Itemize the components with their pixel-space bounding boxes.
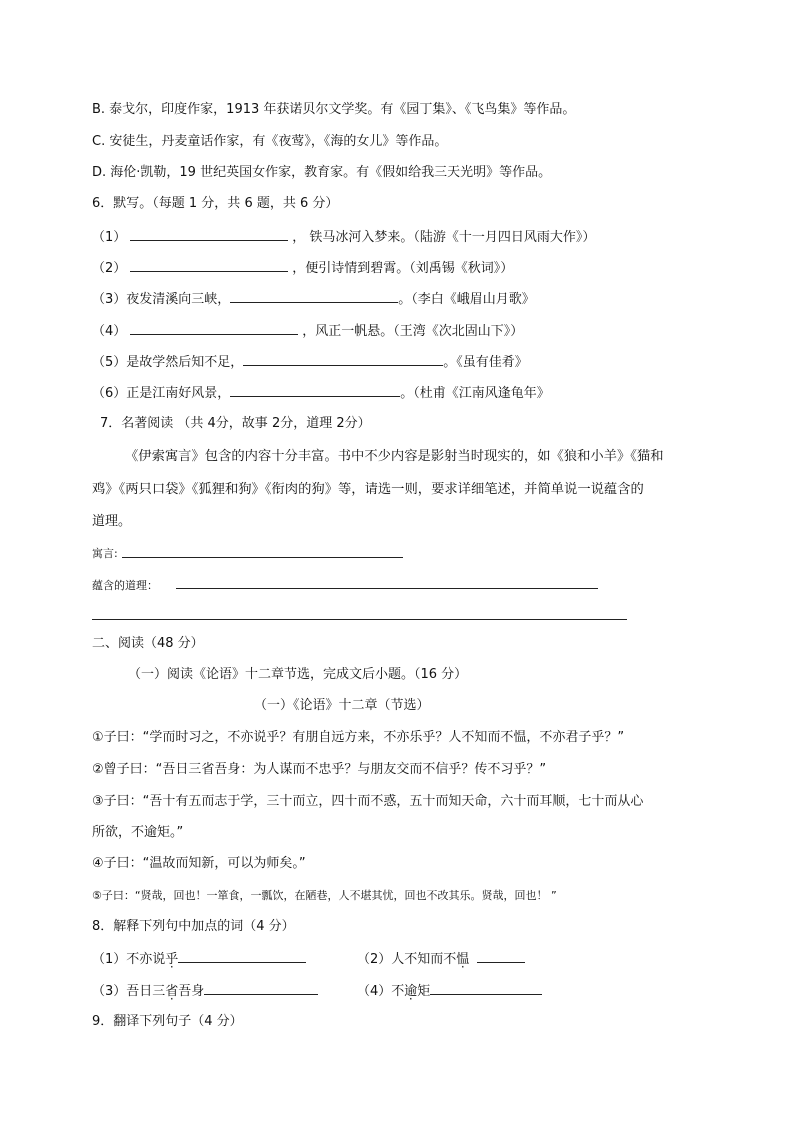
answer-blank[interactable] (130, 257, 288, 272)
passage-line-1: ①子曰：“学而时习之，不亦说乎？有朋自远方来，不亦乐乎？人不知而不愠，不亦君子乎？” (92, 730, 625, 745)
q6-item-2 (92, 257, 513, 279)
answer-blank[interactable] (204, 980, 318, 995)
item-text: 矩 (417, 984, 431, 999)
dotted-char: 乎 (165, 952, 179, 967)
option-d: D. 海伦·凯勒，19 世纪英国女作家，教育家。有《假如给我三天光明》等作品。 (92, 165, 552, 180)
q9-title: 9．翻译下列句子（4 分） (92, 1014, 243, 1029)
item-text: 吾身 (178, 984, 205, 999)
item-number: （5） (92, 355, 127, 370)
item-number: （2） (92, 261, 127, 276)
answer-blank[interactable] (178, 948, 306, 963)
moral-answer-line[interactable] (176, 588, 598, 589)
q6-item-4 (92, 320, 523, 342)
item-text: 。《虽有佳肴》 (443, 355, 528, 370)
dotted-char: 逾 (404, 984, 418, 999)
item-number: （3） (92, 292, 127, 307)
item-text: ，风正一帆悬。（王湾《次北固山下》） (302, 324, 524, 339)
q6-item-3 (92, 288, 535, 310)
answer-blank[interactable] (243, 351, 443, 366)
fable-answer-line[interactable] (122, 557, 403, 558)
answer-blank[interactable] (230, 288, 398, 303)
option-b: B. 泰戈尔，印度作家，1913 年获诺贝尔文学奖。有《园丁集》、《飞鸟集》等作品。 (92, 102, 576, 117)
item-number: （4） (92, 324, 127, 339)
item-number: （6） (92, 386, 127, 401)
option-c: C. 安徒生，丹麦童话作家，有《夜莺》，《海的女儿》等作品。 (92, 134, 448, 149)
section-two-subtitle: （一）阅读《论语》十二章节选，完成文后小题。（16 分） (128, 667, 468, 682)
passage-line-4: ④子曰：“温故而知新，可以为师矣。” (92, 856, 306, 871)
q6-title: 6．默写。（每题 1 分，共 6 题，共 6 分） (92, 196, 339, 211)
item-text: （4）不 (357, 984, 405, 999)
q7-title: 7．名著阅读 （共 4分，故事 2分，道理 2分） (100, 416, 371, 431)
passage-line-5: ⑤子曰：“贤哉，回也！一箪食，一瓢饮，在陋巷，人不堪其忧，回也不改其乐。贤哉，回也！ ” (92, 889, 557, 902)
passage-line-3b: 所欲，不逾矩。” (92, 825, 184, 840)
item-text: （1）不亦说 (92, 952, 166, 967)
q8-title: 8．解释下列句中加点的词（4 分） (92, 919, 295, 934)
q6-item-5 (92, 351, 528, 373)
dotted-char: 省 (165, 984, 179, 999)
answer-blank[interactable] (130, 226, 288, 241)
answer-blank[interactable] (230, 382, 400, 397)
q8-item-3 (92, 980, 318, 1002)
q8-item-1 (92, 948, 306, 970)
answer-blank[interactable] (430, 980, 542, 995)
answer-blank[interactable] (130, 320, 298, 335)
item-text: 。（李白《峨眉山月歌》 (398, 292, 535, 307)
answer-blank[interactable] (477, 948, 525, 963)
item-text: 正是江南好风景， (126, 386, 231, 401)
item-text: ，便引诗情到碧霄。（刘禹锡《秋词》） (292, 261, 514, 276)
dotted-char: 愠 (456, 952, 470, 967)
q6-item-1 (92, 226, 595, 248)
passage-line-2: ②曾子曰：“吾日三省吾身：为人谋而不忠乎？与朋友交而不信乎？传不习乎？” (92, 762, 547, 777)
item-text: ， 铁马冰河入梦来。（陆游《十一月四日风雨大作》） (292, 230, 596, 245)
q8-item-4 (357, 980, 542, 1002)
moral-label: 蕴含的道理： (92, 579, 158, 592)
q6-item-6 (92, 382, 550, 404)
section-two-title: 二、阅读（48 分） (92, 636, 204, 651)
item-text: 夜发清溪向三峡， (126, 292, 231, 307)
item-number: （1） (92, 230, 127, 245)
item-text: 是故学然后知不足， (126, 355, 244, 370)
extra-answer-line[interactable] (92, 619, 627, 620)
q7-paragraph-line-1: 《伊索寓言》包含的内容十分丰富。书中不少内容是影射当时现实的，如《狼和小羊》《猫和 (125, 449, 664, 464)
item-text: （2）人不知而不 (357, 952, 457, 967)
item-text: （3）吾日三 (92, 984, 166, 999)
q7-paragraph-line-2: 鸡》《两只口袋》《狐狸和狗》《衔肉的狗》等，请选一则，要求详细笔述，并简单说一说蕴含的 (92, 482, 644, 497)
fable-label: 寓言: (92, 547, 118, 560)
q7-paragraph-line-3: 道理。 (92, 514, 132, 529)
q8-item-2 (357, 948, 525, 970)
passage-title: （一）《论语》十二章（节选） (254, 698, 430, 713)
item-text: 。（杜甫《江南风逢龟年》 (400, 386, 550, 401)
passage-line-3a: ③子曰：“吾十有五而志于学，三十而立，四十而不惑，五十而知天命，六十而耳顺，七十而从心 (92, 794, 644, 809)
